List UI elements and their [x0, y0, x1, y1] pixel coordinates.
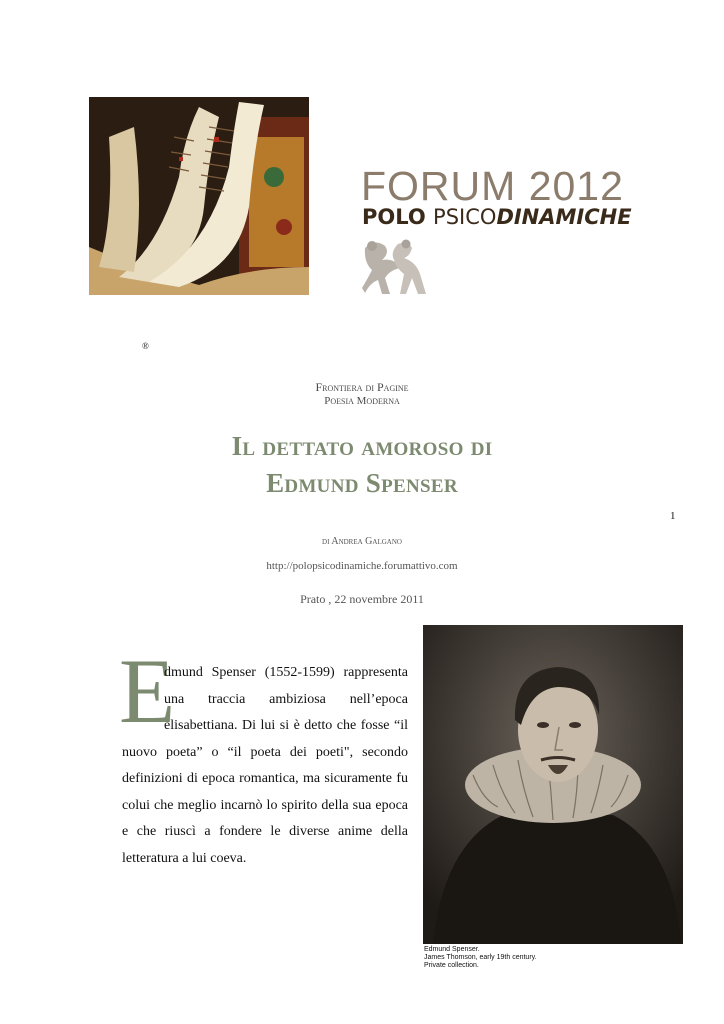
forum-logo-title: FORUM 2012 — [361, 163, 624, 209]
logo-psico: PSICO — [433, 205, 497, 229]
rubric — [0, 380, 724, 408]
caption-line-3: Private collection. — [424, 962, 479, 969]
rubric-line-1: Frontiera di Pagine — [315, 380, 409, 394]
article-title — [0, 428, 724, 502]
caption-line-1: Edmund Spenser. — [424, 946, 480, 953]
paragraph-text: dmund Spenser (1552-1599) rappresenta una traccia ambiziosa nell’epoca elisabettiana. Di lui si è detto che fosse “il nuovo poeta” o “il poeta dei poeti", secondo definizioni di epoca romantica, ma sicuramente fu colui che meglio incarnò lo spirito della sua epoca e che riuscì a fondere le diverse anime della letteratura a lui coeva. — [122, 665, 408, 866]
title-line-1: Il dettato amoroso di — [231, 431, 493, 461]
forum-logo-subtitle — [362, 207, 632, 228]
drop-cap: E — [119, 640, 176, 742]
spenser-portrait-image — [423, 625, 683, 944]
author-byline: di Andrea Galgano — [322, 536, 402, 547]
article-date: Prato , 22 novembre 2011 — [300, 592, 424, 606]
caption-line-2: James Thomson, early 19th century. — [424, 954, 537, 961]
dancers-logo-icon — [360, 238, 428, 296]
source-url[interactable]: http://polopsicodinamiche.forumattivo.com — [266, 560, 458, 572]
book-illustration — [89, 97, 309, 295]
portrait-caption — [424, 946, 537, 970]
rubric-line-2: Poesia Moderna — [324, 395, 400, 407]
article-paragraph — [122, 660, 408, 872]
logo-dinamiche: DINAMICHE — [496, 205, 632, 229]
title-line-2: Edmund Spenser — [266, 468, 458, 498]
registered-mark: ® — [142, 341, 149, 351]
logo-polo: POLO — [362, 205, 434, 229]
page-number: 1 — [670, 510, 676, 522]
